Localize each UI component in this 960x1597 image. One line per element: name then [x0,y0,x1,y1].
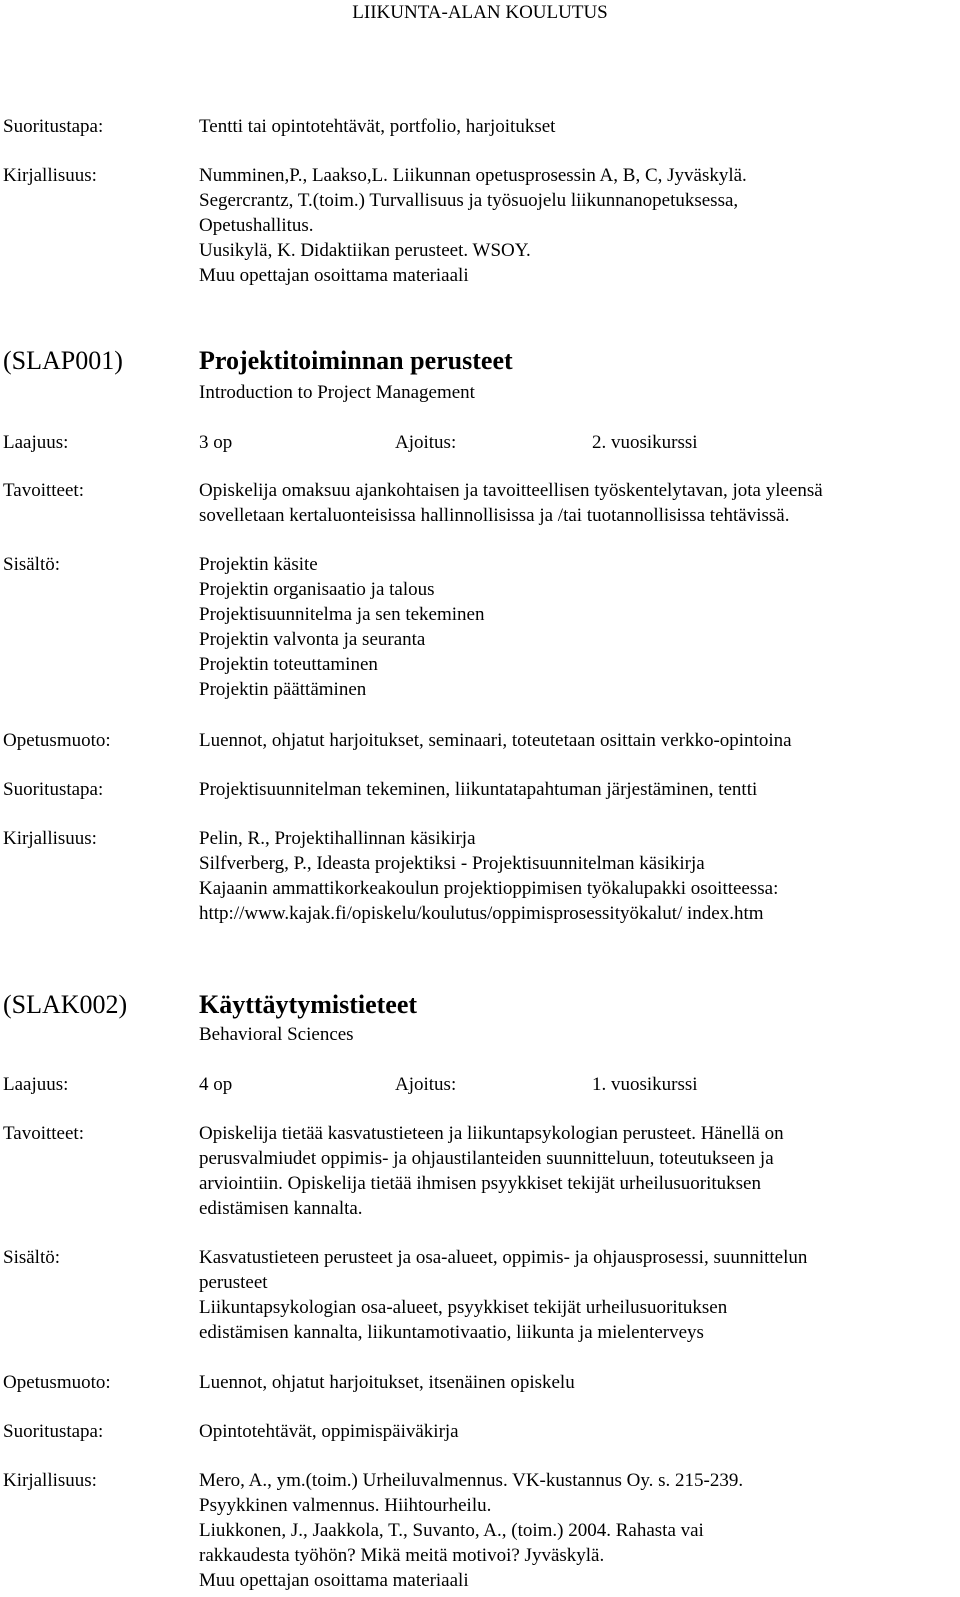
course-subtitle: Behavioral Sciences [199,1024,354,1045]
sisalto-label: Sisältö: [3,554,61,575]
tavoitteet-text [199,478,823,528]
list-item: Numminen,P., Laakso,L. Liikunnan opetusprosessin A, B, C, Jyväskylä. [199,165,747,186]
laajuus-value: 3 op [199,432,233,453]
list-item: Uusikylä, K. Didaktiikan perusteet. WSOY. [199,240,531,261]
list-item: Psyykkinen valmennus. Hiihtourheilu. [199,1495,492,1516]
suoritustapa-value: Opintotehtävät, oppimispäiväkirja [199,1421,459,1442]
kirjallisuus-list [199,826,778,926]
course-code: (SLAK002) [3,990,128,1019]
sisalto-list [199,552,484,702]
suoritustapa-label: Suoritustapa: [3,1421,104,1442]
list-item: rakkaudesta työhön? Mikä meitä motivoi? Jyväskylä. [199,1545,605,1566]
list-item: Projektin valvonta ja seuranta [199,629,426,650]
list-item: edistämisen kannalta, liikuntamotivaatio, liikunta ja mielenterveys [199,1322,704,1343]
list-item: Projektin käsite [199,554,318,575]
kirjallisuus-list [199,1468,743,1593]
list-item: Liukkonen, J., Jaakkola, T., Suvanto, A., (toim.) 2004. Rahasta vai [199,1520,704,1541]
ajoitus-value: 1. vuosikurssi [592,1074,698,1095]
kirjallisuus-label: Kirjallisuus: [3,1470,97,1491]
course-subtitle: Introduction to Project Management [199,382,475,403]
suoritustapa-value: Projektisuunnitelman tekeminen, liikuntatapahtuman järjestäminen, tentti [199,779,758,800]
page-header [0,0,960,25]
prev-suoritustapa-label: Suoritustapa: [3,116,104,137]
text-line: arviointiin. Opiskelija tietää ihmisen psyykkiset tekijät urheilusuorituksen [199,1173,761,1194]
tavoitteet-text [199,1121,784,1221]
tavoitteet-label: Tavoitteet: [3,480,84,501]
text-line: Opiskelija tietää kasvatustieteen ja liikuntapsykologian perusteet. Hänellä on [199,1123,784,1144]
list-item: Pelin, R., Projektihallinnan käsikirja [199,828,476,849]
text-line: perusvalmiudet oppimis- ja ohjaustilanteiden suunnitteluun, toteutukseen ja [199,1148,774,1169]
list-item: Projektin päättäminen [199,679,367,700]
tavoitteet-label: Tavoitteet: [3,1123,84,1144]
opetusmuoto-label: Opetusmuoto: [3,1372,111,1393]
ajoitus-label: Ajoitus: [395,432,457,453]
prev-suoritustapa-value: Tentti tai opintotehtävät, portfolio, harjoitukset [199,116,556,137]
course-title: Käyttäytymistieteet [199,990,418,1019]
list-item: Mero, A., ym.(toim.) Urheiluvalmennus. VK-kustannus Oy. s. 215-239. [199,1470,744,1491]
ajoitus-label: Ajoitus: [395,1074,457,1095]
suoritustapa-label: Suoritustapa: [3,779,104,800]
sisalto-label: Sisältö: [3,1247,61,1268]
list-item: Muu opettajan osoittama materiaali [199,265,469,286]
sisalto-list [199,1245,807,1345]
laajuus-label: Laajuus: [3,432,69,453]
list-item: Muu opettajan osoittama materiaali [199,1570,469,1591]
prev-kirjallisuus-list [199,163,747,288]
text-line: Opiskelija omaksuu ajankohtaisen ja tavoitteellisen työskentelytavan, jota yleensä [199,480,823,501]
text-line: edistämisen kannalta. [199,1198,363,1219]
laajuus-label: Laajuus: [3,1074,69,1095]
list-item: Opetushallitus. [199,215,314,236]
course-code: (SLAP001) [3,346,123,375]
list-item: Projektisuunnitelma ja sen tekeminen [199,604,485,625]
list-item: Projektin toteuttaminen [199,654,378,675]
list-item: Projektin organisaatio ja talous [199,579,435,600]
laajuus-value: 4 op [199,1074,233,1095]
course-title: Projektitoiminnan perusteet [199,346,513,375]
list-item: Liikuntapsykologian osa-alueet, psyykkiset tekijät urheilusuorituksen [199,1297,728,1318]
text-line: sovelletaan kertaluonteisissa hallinnollisissa ja /tai tuotannollisissa tehtävissä. [199,505,790,526]
prev-kirjallisuus-label: Kirjallisuus: [3,165,97,186]
list-item: perusteet [199,1272,268,1293]
kirjallisuus-label: Kirjallisuus: [3,828,97,849]
opetusmuoto-label: Opetusmuoto: [3,730,111,751]
list-item: Kasvatustieteen perusteet ja osa-alueet, oppimis- ja ohjausprosessi, suunnittelun [199,1247,808,1268]
list-item: http://www.kajak.fi/opiskelu/koulutus/oppimisprosessityökalut/ index.htm [199,903,764,924]
list-item: Silfverberg, P., Ideasta projektiksi - Projektisuunnitelman käsikirja [199,853,705,874]
page-header-title: LIIKUNTA-ALAN KOULUTUS [352,2,608,23]
opetusmuoto-value: Luennot, ohjatut harjoitukset, seminaari, toteutetaan osittain verkko-opintoina [199,730,792,751]
list-item: Segercrantz, T.(toim.) Turvallisuus ja työsuojelu liikunnanopetuksessa, [199,190,739,211]
list-item: Kajaanin ammattikorkeakoulun projektioppimisen työkalupakki osoitteessa: [199,878,779,899]
ajoitus-value: 2. vuosikurssi [592,432,698,453]
opetusmuoto-value: Luennot, ohjatut harjoitukset, itsenäinen opiskelu [199,1372,575,1393]
